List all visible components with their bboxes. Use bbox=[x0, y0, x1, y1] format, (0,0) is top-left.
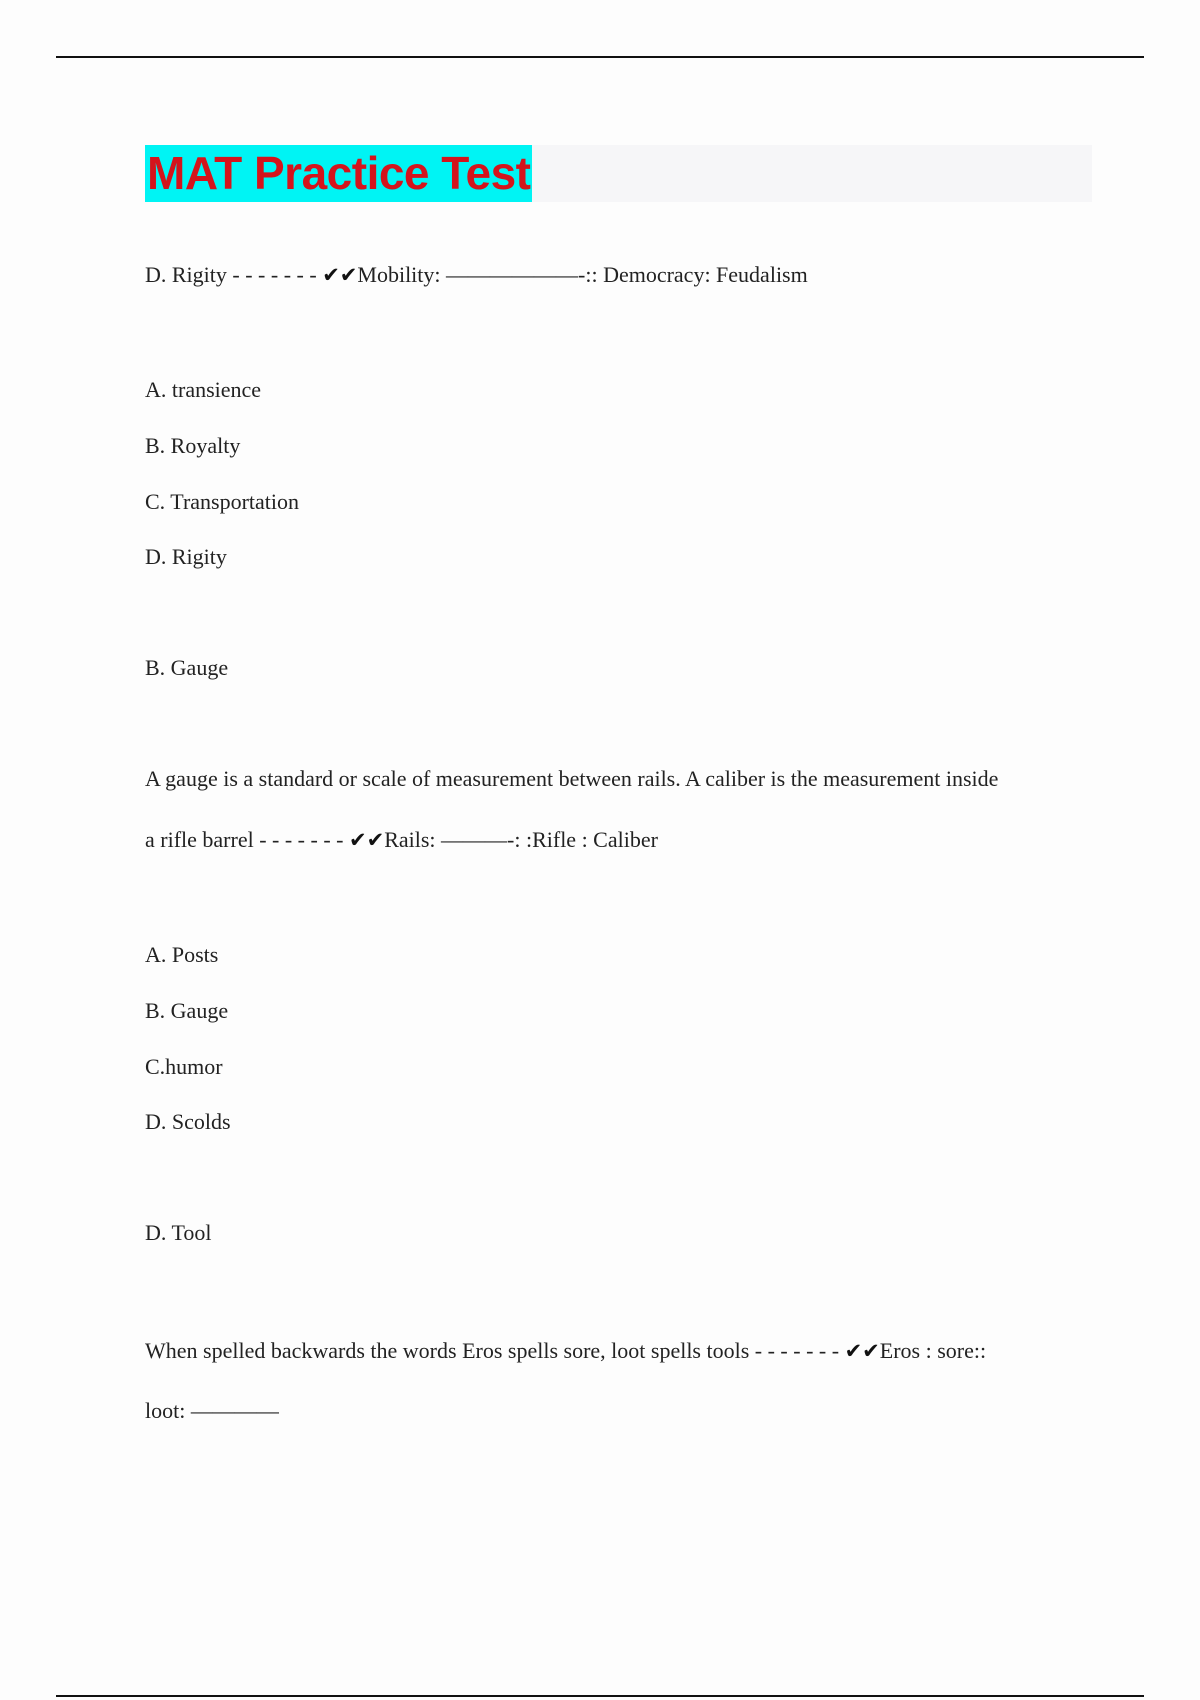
q1-option-a: A. transience bbox=[145, 377, 262, 402]
double-check-icon: ✔✔ bbox=[844, 1339, 880, 1363]
q2-option-b: B. Gauge bbox=[145, 998, 229, 1023]
q2-option-d: D. Scolds bbox=[145, 1109, 231, 1134]
q2-explanation-line1: A gauge is a standard or scale of measurement between rails. A caliber is the measurement inside bbox=[145, 766, 999, 791]
q1-option-c: C. Transportation bbox=[145, 489, 300, 514]
q2-answer: B. Gauge bbox=[145, 655, 229, 680]
q1-option-b: B. Royalty bbox=[145, 433, 241, 458]
q3-explanation-line1 bbox=[145, 1337, 986, 1365]
q1-answer-line bbox=[145, 261, 808, 289]
top-rule bbox=[56, 56, 1144, 58]
page-title: MAT Practice Test bbox=[145, 145, 532, 202]
q2-option-c: C.humor bbox=[145, 1054, 223, 1079]
q2-explanation-prefix: a rifle barrel - - - - - - - bbox=[145, 827, 349, 852]
q3-stem-line2: loot: ———— bbox=[145, 1398, 279, 1423]
q3-explanation-prefix: When spelled backwards the words Eros spells sore, loot spells tools - - - - - - - bbox=[145, 1338, 845, 1363]
q2-stem: Rails: ———-: :Rifle : Caliber bbox=[384, 827, 658, 852]
q2-option-a: A. Posts bbox=[145, 942, 219, 967]
q3-stem-line1: Eros : sore:: bbox=[879, 1338, 987, 1363]
q3-answer: D. Tool bbox=[145, 1220, 212, 1245]
bottom-rule bbox=[56, 1695, 1144, 1697]
double-check-icon: ✔✔ bbox=[348, 828, 385, 852]
q1-option-d: D. Rigity bbox=[145, 544, 227, 569]
q1-answer-prefix: D. Rigity - - - - - - - bbox=[145, 262, 323, 287]
q2-explanation-line2 bbox=[145, 826, 658, 854]
q1-stem: Mobility: ——————-:: Democracy: Feudalism bbox=[357, 262, 808, 287]
double-check-icon: ✔✔ bbox=[322, 263, 358, 287]
